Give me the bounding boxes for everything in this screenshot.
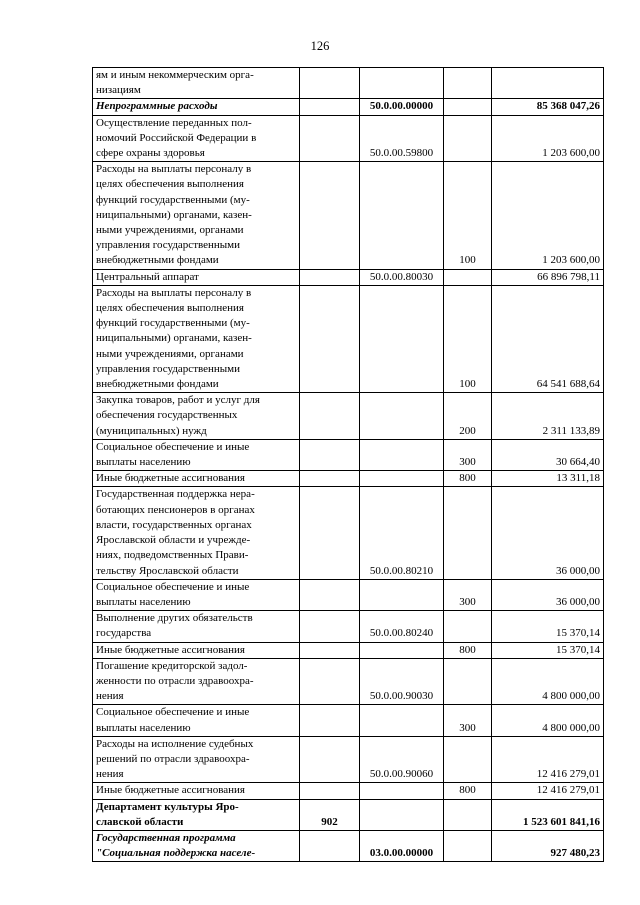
row-code-cell: 50.0.00.00000 [360, 99, 444, 115]
row-sum-cell: 2 311 133,89 [492, 393, 604, 440]
row-sum-cell: 927 480,23 [492, 830, 604, 861]
row-sum-cell [492, 68, 604, 99]
row-type-cell: 800 [444, 783, 492, 799]
row-code-cell [360, 285, 444, 392]
table-row [93, 393, 604, 440]
row-name-cell: Выполнение других обязательств государства [93, 611, 300, 642]
row-sum-cell: 1 523 601 841,16 [492, 799, 604, 830]
row-name-cell: Погашение кредиторской задол- женности по отрасли здравоохра- нения [93, 658, 300, 705]
row-sum-cell: 4 800 000,00 [492, 705, 604, 736]
row-type-cell [444, 830, 492, 861]
row-org-cell [300, 830, 360, 861]
table-row [93, 705, 604, 736]
row-type-cell [444, 487, 492, 579]
budget-table-body [93, 68, 604, 862]
row-type-cell [444, 269, 492, 285]
row-code-cell: 50.0.00.90030 [360, 658, 444, 705]
row-name-cell: Расходы на выплаты персоналу в целях обеспечения выполнения функций государственными (му- ниципальными) органами, казен- ными учреждениями, органами управления государственными внебюджетными фондами [93, 162, 300, 269]
row-code-cell: 50.0.00.80210 [360, 487, 444, 579]
row-sum-cell: 15 370,14 [492, 611, 604, 642]
row-name-cell: Центральный аппарат [93, 269, 300, 285]
row-type-cell: 200 [444, 393, 492, 440]
row-org-cell [300, 99, 360, 115]
row-org-cell [300, 285, 360, 392]
row-sum-cell: 36 000,00 [492, 487, 604, 579]
table-row [93, 471, 604, 487]
row-code-cell [360, 783, 444, 799]
row-code-cell [360, 68, 444, 99]
row-name-cell: Иные бюджетные ассигнования [93, 642, 300, 658]
row-org-cell [300, 642, 360, 658]
budget-table [92, 67, 604, 862]
table-row [93, 162, 604, 269]
row-sum-cell: 66 896 798,11 [492, 269, 604, 285]
row-name-cell: Осуществление переданных пол- номочий Российской Федерации в сфере охраны здоровья [93, 115, 300, 162]
row-type-cell [444, 99, 492, 115]
row-name-cell: Непрограммные расходы [93, 99, 300, 115]
row-name-cell: Расходы на исполнение судебных решений по отрасли здравоохра- нения [93, 736, 300, 783]
row-code-cell: 50.0.00.80240 [360, 611, 444, 642]
row-name-cell: Социальное обеспечение и иные выплаты населению [93, 705, 300, 736]
row-type-cell: 300 [444, 705, 492, 736]
row-sum-cell: 64 541 688,64 [492, 285, 604, 392]
table-row [93, 783, 604, 799]
row-type-cell: 800 [444, 642, 492, 658]
row-type-cell [444, 115, 492, 162]
row-org-cell [300, 487, 360, 579]
row-org-cell [300, 579, 360, 610]
table-row [93, 285, 604, 392]
table-row [93, 269, 604, 285]
row-type-cell: 100 [444, 162, 492, 269]
row-code-cell [360, 393, 444, 440]
row-code-cell [360, 642, 444, 658]
row-org-cell [300, 736, 360, 783]
row-code-cell: 50.0.00.90060 [360, 736, 444, 783]
row-name-cell: Департамент культуры Яро- славской области [93, 799, 300, 830]
table-row [93, 68, 604, 99]
table-row [93, 736, 604, 783]
row-org-cell [300, 393, 360, 440]
row-code-cell: 50.0.00.80030 [360, 269, 444, 285]
page-number: 126 [310, 39, 330, 53]
row-org-cell [300, 162, 360, 269]
row-sum-cell: 1 203 600,00 [492, 115, 604, 162]
row-code-cell [360, 471, 444, 487]
row-type-cell: 800 [444, 471, 492, 487]
row-org-cell [300, 68, 360, 99]
row-code-cell [360, 579, 444, 610]
row-type-cell [444, 611, 492, 642]
table-row [93, 487, 604, 579]
row-name-cell: Социальное обеспечение и иные выплаты населению [93, 579, 300, 610]
row-sum-cell: 85 368 047,26 [492, 99, 604, 115]
row-org-cell [300, 705, 360, 736]
row-code-cell: 50.0.00.59800 [360, 115, 444, 162]
table-row [93, 115, 604, 162]
row-name-cell: Расходы на выплаты персоналу в целях обеспечения выполнения функций государственными (му- ниципальными) органами, казен- ными учреждениями, органами управления государственными внебюджетными фондами [93, 285, 300, 392]
row-code-cell [360, 799, 444, 830]
row-sum-cell: 30 664,40 [492, 439, 604, 470]
row-name-cell: ям и иным некоммерческим орга- низациям [93, 68, 300, 99]
row-org-cell: 902 [300, 799, 360, 830]
table-row [93, 99, 604, 115]
row-type-cell [444, 799, 492, 830]
table-row [93, 642, 604, 658]
table-row [93, 439, 604, 470]
row-type-cell: 300 [444, 439, 492, 470]
row-type-cell: 300 [444, 579, 492, 610]
row-name-cell: Иные бюджетные ассигнования [93, 471, 300, 487]
row-code-cell [360, 162, 444, 269]
row-org-cell [300, 439, 360, 470]
row-sum-cell: 15 370,14 [492, 642, 604, 658]
row-type-cell: 100 [444, 285, 492, 392]
row-name-cell: Государственная поддержка нера- ботающих пенсионеров в органах власти, государственных органах Ярославской области и учрежде- ниях, подведомственных Прави- тельству Ярославской области [93, 487, 300, 579]
table-row [93, 799, 604, 830]
row-sum-cell: 12 416 279,01 [492, 736, 604, 783]
row-org-cell [300, 783, 360, 799]
row-name-cell: Иные бюджетные ассигнования [93, 783, 300, 799]
row-code-cell [360, 439, 444, 470]
row-code-cell: 03.0.00.00000 [360, 830, 444, 861]
row-sum-cell: 36 000,00 [492, 579, 604, 610]
row-sum-cell: 4 800 000,00 [492, 658, 604, 705]
row-type-cell [444, 68, 492, 99]
row-org-cell [300, 611, 360, 642]
row-org-cell [300, 269, 360, 285]
table-row [93, 658, 604, 705]
row-sum-cell: 12 416 279,01 [492, 783, 604, 799]
row-type-cell [444, 658, 492, 705]
row-org-cell [300, 658, 360, 705]
table-row [93, 830, 604, 861]
row-org-cell [300, 471, 360, 487]
row-type-cell [444, 736, 492, 783]
row-sum-cell: 13 311,18 [492, 471, 604, 487]
row-name-cell: Государственная программа "Социальная поддержка населе- [93, 830, 300, 861]
row-name-cell: Закупка товаров, работ и услуг для обеспечения государственных (муниципальных) нужд [93, 393, 300, 440]
table-row [93, 611, 604, 642]
row-code-cell [360, 705, 444, 736]
row-sum-cell: 1 203 600,00 [492, 162, 604, 269]
row-name-cell: Социальное обеспечение и иные выплаты населению [93, 439, 300, 470]
table-row [93, 579, 604, 610]
row-org-cell [300, 115, 360, 162]
